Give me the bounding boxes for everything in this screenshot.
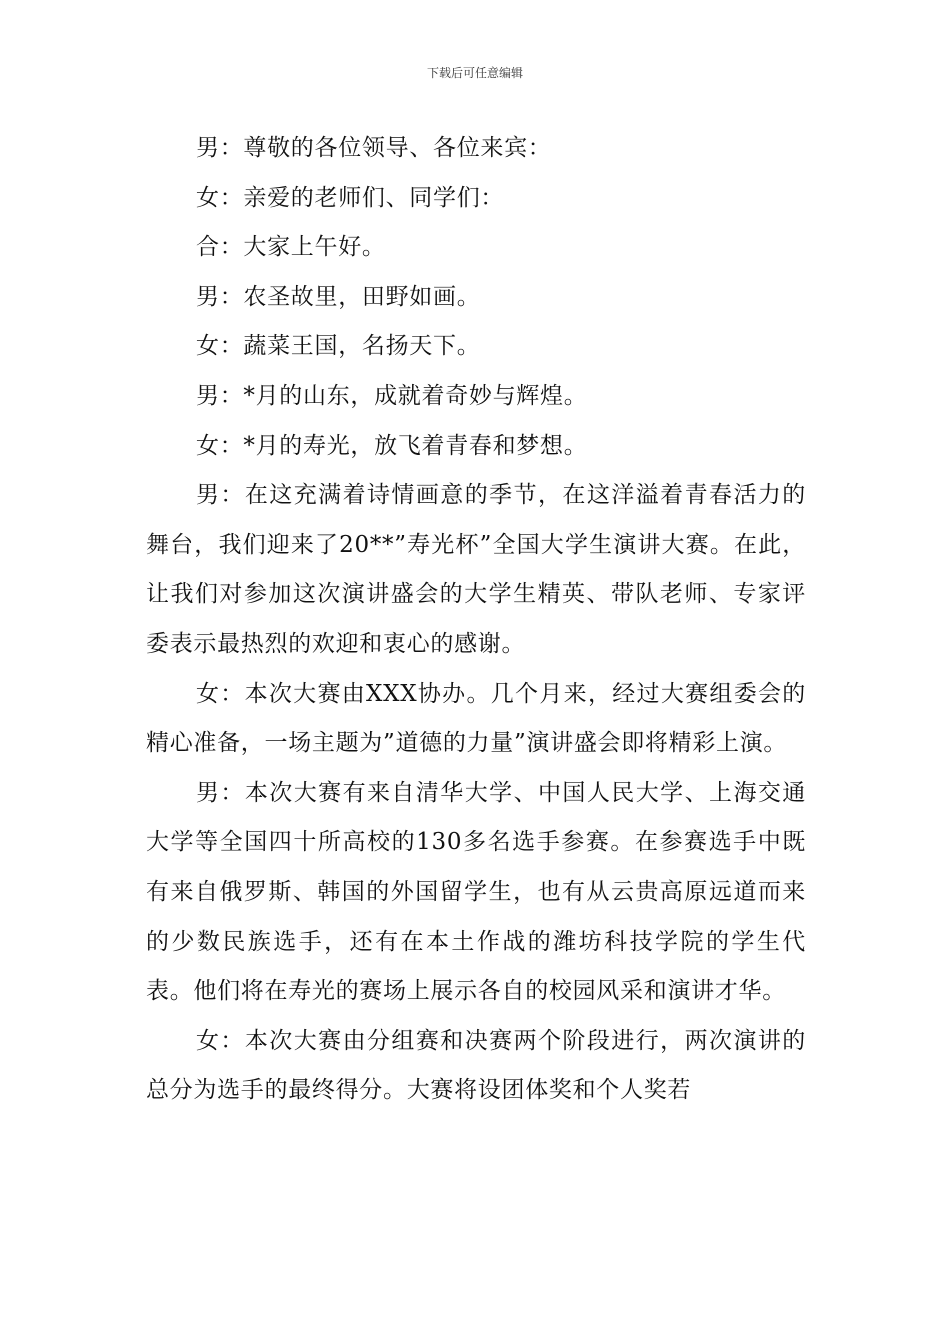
paragraph: 男：本次大赛有来自清华大学、中国人民大学、上海交通大学等全国四十所高校的130多名选手参赛。在参赛选手中既有来自俄罗斯、韩国的外国留学生，也有从云贵高原远道而来的少数民族选手，还有在本土作战的潍坊科技学院的学生代表。他们将在寿光的赛场上展示各自的校园风采和演讲才华。 [146,779,806,1005]
paragraph: 女：亲爱的老师们、同学们： [196,184,505,211]
paragraph: 女：*月的寿光，放飞着青春和梦想。 [196,432,588,459]
paragraph: 男：尊敬的各位领导、各位来宾： [196,135,552,161]
paragraph: 男：在这充满着诗情画意的季节，在这洋溢着青春活力的舞台，我们迎来了20**”寿光杯”全国大学生演讲大赛。在此，让我们对参加这次演讲盛会的大学生精英、带队老师、专家评委表示最热烈的欢迎和衷心的感谢。 [146,482,806,657]
document-body [146,124,806,1116]
page-header: 下载后可任意编辑 [426,66,523,80]
paragraph: 男：*月的山东，成就着奇妙与辉煌。 [196,382,588,409]
paragraph: 女：本次大赛由分组赛和决赛两个阶段进行，两次演讲的总分为选手的最终得分。大赛将设团体奖和个人奖若 [146,1027,806,1104]
paragraph: 合：大家上午好。 [196,234,386,261]
paragraph: 女：蔬菜王国，名扬天下。 [196,333,481,360]
paragraph: 女：本次大赛由XXX协办。几个月来，经过大赛组委会的精心准备，一场主题为”道德的力量”演讲盛会即将精彩上演。 [146,680,806,757]
paragraph: 男：农圣故里，田野如画。 [196,283,481,310]
